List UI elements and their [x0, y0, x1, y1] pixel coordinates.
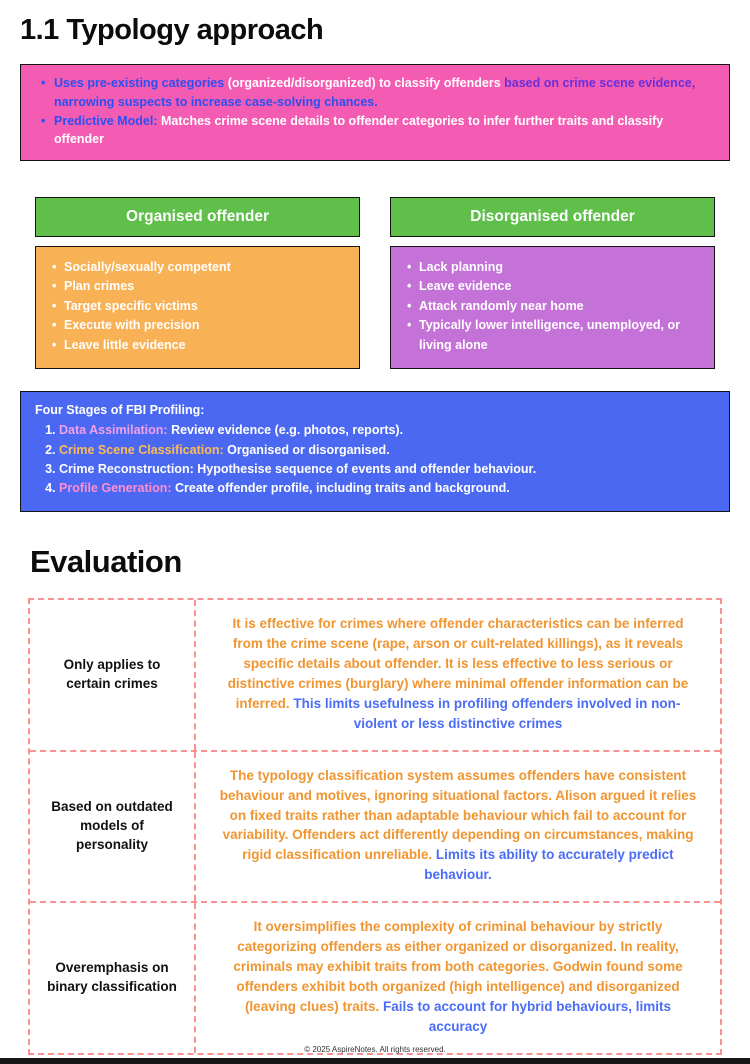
- text-segment: Matches crime scene details to offender categories to infer further traits and classify offender: [54, 113, 664, 147]
- step-term: Data Assimilation:: [59, 423, 168, 438]
- page-title: 1.1 Typology approach: [20, 14, 324, 46]
- row-label: Overemphasis on binary classification: [30, 903, 196, 1053]
- eval-conclusion-text: Limits its ability to accurately predict behaviour.: [424, 847, 674, 883]
- eval-main-text: The typology classification system assumes offenders have consistent behaviour and motives, ignoring situational factors. Alison argued it relies on fixed traits rather than adaptable behaviour which fail to account for variability. Offenders act differently depending on circumstances, making rigid classification unreliable.: [219, 767, 697, 863]
- disorganised-list: [401, 258, 702, 355]
- organised-list: [46, 258, 347, 355]
- eval-main-text: It is effective for crimes where offender characteristics can be inferred from the crime scene (rape, arson or cult-related killings), as it reveals specific details about offender. It is less effective to less serious or distinctive crimes (burglary) where minimal offender information can be inferred.: [227, 615, 689, 711]
- row-content: [196, 600, 720, 750]
- list-item: • Attack randomly near home: [407, 297, 702, 316]
- text-segment: Predictive Model:: [54, 113, 158, 128]
- fbi-step: [59, 441, 713, 460]
- fbi-stages-box: [20, 391, 730, 512]
- eval-conclusion-text: This limits usefulness in profiling offenders involved in non-violent or less distinctive crimes: [293, 695, 681, 731]
- step-term: Crime Reconstruction:: [59, 462, 194, 476]
- organised-header: Organised offender: [35, 197, 360, 237]
- step-desc: Review evidence (e.g. photos, reports).: [167, 423, 404, 438]
- disorganised-column: [390, 197, 715, 369]
- step-desc: Organised or disorganised.: [223, 442, 390, 457]
- fbi-heading: Four Stages of FBI Profiling:: [35, 402, 205, 417]
- organised-box: [35, 246, 360, 369]
- eval-main-text: It oversimplifies the complexity of criminal behaviour by strictly categorizing offenders as either organized or disorganized. In reality, criminals may exhibit traits from both categories. Godwin found some offenders exhibit both organized (high intelligence) and disorganized (leaving clues) traits.: [233, 919, 683, 1015]
- list-item: • Typically lower intelligence, unemployed, or living alone: [407, 316, 702, 355]
- table-row: [30, 901, 720, 1053]
- list-item: • Lack planning: [407, 258, 702, 277]
- intro-bullet-2: [41, 112, 713, 150]
- bottom-bar: [0, 1058, 750, 1064]
- list-item: • Leave evidence: [407, 277, 702, 296]
- row-content: [196, 752, 720, 902]
- offender-columns: [35, 197, 715, 369]
- text-segment: narrowing suspects to increase case-solving chances.: [54, 94, 378, 109]
- intro-box: [20, 64, 730, 161]
- text-segment: (organized/disorganized) to classify offenders: [227, 76, 505, 90]
- text-segment: based on crime scene evidence,: [504, 76, 696, 90]
- text-segment: Uses pre-existing categories: [54, 76, 228, 90]
- row-label: Based on outdated models of personality: [30, 752, 196, 902]
- row-label: Only applies to certain crimes: [30, 600, 196, 750]
- organised-column: [35, 197, 360, 369]
- eval-conclusion-text: Fails to account for hybrid behaviours, limits accuracy: [382, 999, 672, 1035]
- list-item: • Leave little evidence: [52, 336, 347, 355]
- fbi-step: [59, 421, 713, 440]
- list-item: • Execute with precision: [52, 316, 347, 335]
- fbi-step: [59, 460, 713, 479]
- table-row: [30, 750, 720, 902]
- list-item: • Socially/sexually competent: [52, 258, 347, 277]
- fbi-step: [59, 479, 713, 498]
- disorganised-header: Disorganised offender: [390, 197, 715, 237]
- step-desc: Hypothesise sequence of events and offender behaviour.: [193, 462, 537, 476]
- list-item: • Target specific victims: [52, 297, 347, 316]
- row-content: [196, 903, 720, 1053]
- evaluation-table: [28, 598, 722, 1055]
- step-desc: Create offender profile, including traits and background.: [171, 481, 510, 496]
- intro-bullet-1: [41, 74, 713, 112]
- step-term: Crime Scene Classification:: [59, 442, 224, 457]
- copyright-footer: © 2025 AspireNotes. All rights reserved.: [304, 1045, 446, 1054]
- list-item: • Plan crimes: [52, 277, 347, 296]
- disorganised-box: [390, 246, 715, 369]
- evaluation-heading: Evaluation: [30, 543, 182, 579]
- fbi-steps-list: [35, 421, 713, 499]
- intro-list: [33, 74, 713, 149]
- table-row: [30, 600, 720, 750]
- step-term: Profile Generation:: [59, 481, 172, 496]
